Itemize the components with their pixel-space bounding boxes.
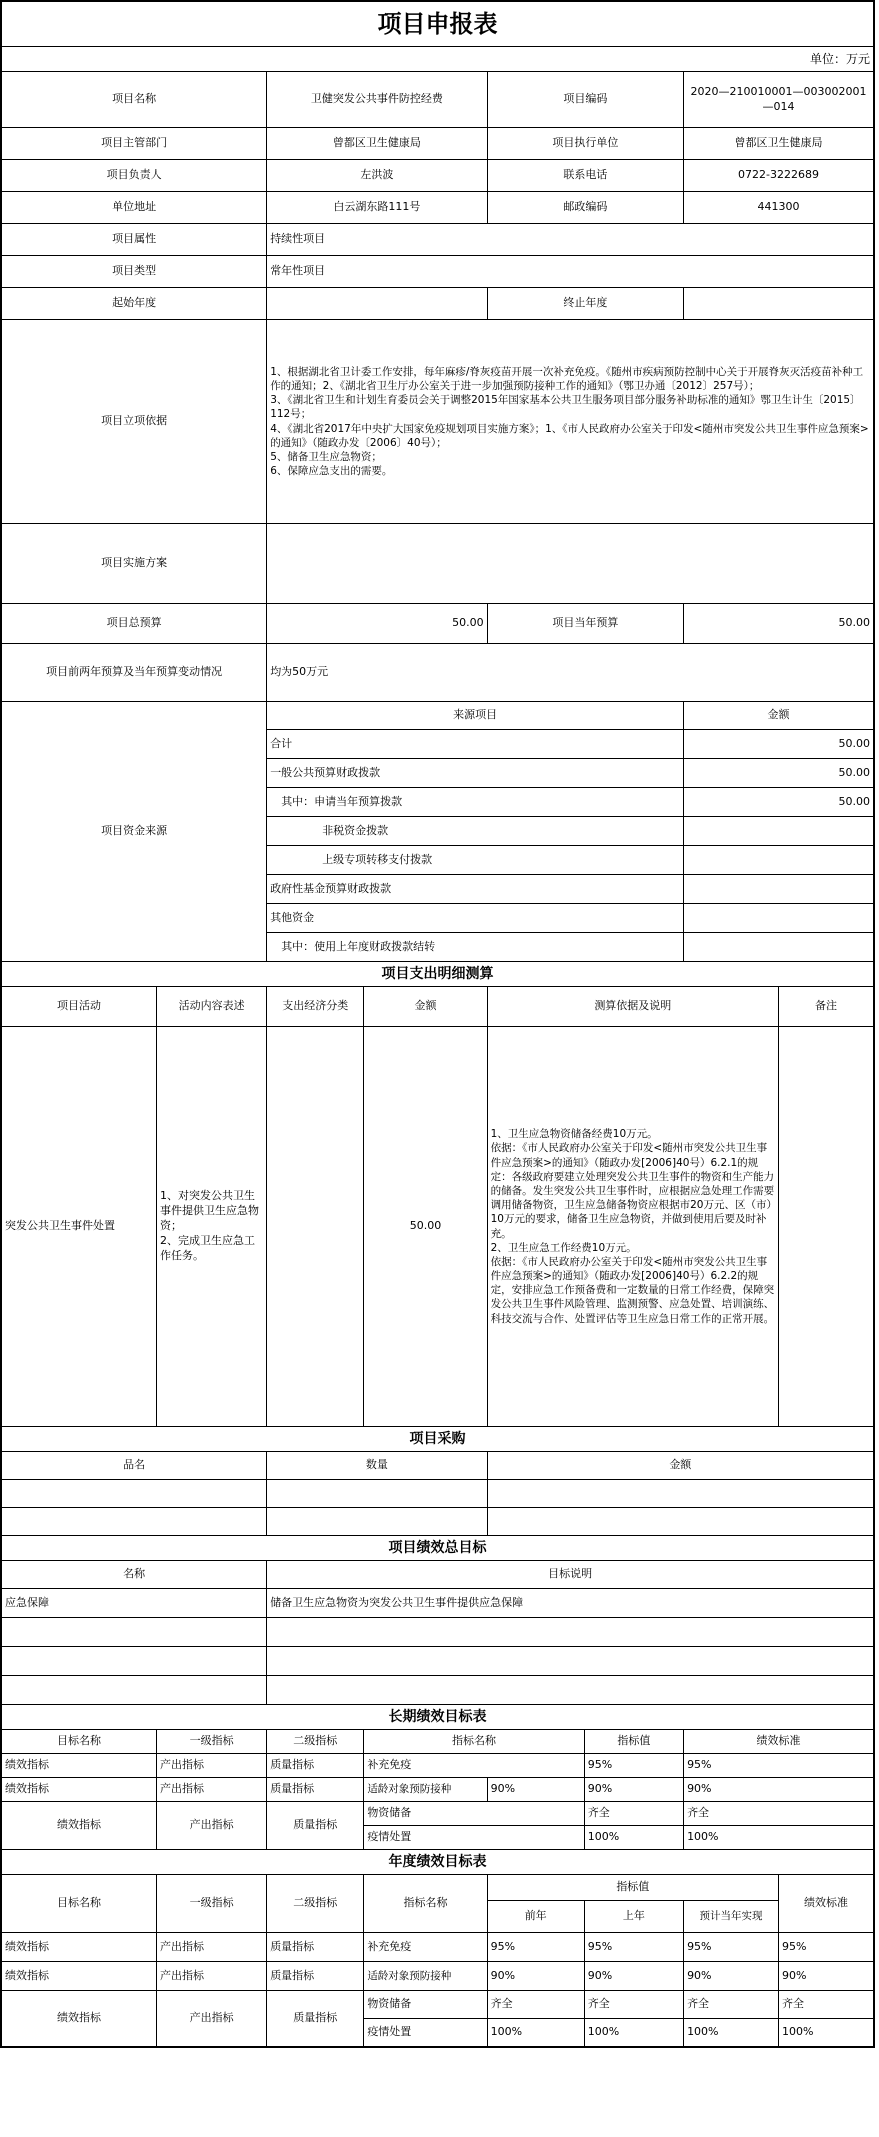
funds-amount: 50.00 [684,788,874,817]
expense-amount: 50.00 [364,1027,487,1427]
leader-label: 项目负责人 [2,160,267,192]
long-term-cell: 产出指标 [156,1754,266,1778]
annual-cell: 95% [684,1933,779,1962]
long-term-cell: 物资储备 [364,1802,584,1826]
annual-cell: 质量指标 [267,1933,364,1962]
annual-cell: 90% [487,1962,584,1991]
long-term-header: 指标名称 [364,1730,584,1754]
address-label: 单位地址 [2,192,267,224]
perf-total-row [2,1618,874,1647]
annual-cell: 适龄对象预防接种 [364,1962,487,1991]
expense-note [779,1027,874,1427]
annual-cell: 产出指标 [156,1962,266,1991]
annual-header: 目标名称 [2,1875,157,1933]
annual-cell: 100% [584,2019,683,2047]
funds-row: 非税资金拨款 [267,817,684,846]
change-value: 均为50万元 [267,644,874,702]
expense-header: 项目活动 [2,987,157,1027]
phone-value: 0722-3222689 [684,160,874,192]
attr-label: 项目属性 [2,224,267,256]
expense-activity: 突发公共卫生事件处置 [2,1027,157,1427]
exec-value: 曾都区卫生健康局 [684,128,874,160]
annual-header: 一级指标 [156,1875,266,1933]
expense-basis: 1、卫生应急物资储备经费10万元。 依据：《市人民政府办公室关于印发<随州市突发公共卫生事件应急预案>的通知》（随政办发[2006]40号）6.2.1的规定：各级政府要建立处理突发公共卫生事件的物资和生产能力的储备。发生突发公共卫生事件时，应根据应急处理工作需要调用储备物资，卫生应急储备物资应根据市20万元、区（市）10万元的要求，储备卫生应急物资，并做到使用后要及时补充。 2、卫生应急工作经费10万元。 依据：《市人民政府办公室关于印发<随州市突发公共卫生事件应急预案>的通知》（随政办发[2006]40号）6.2.2的规定，安排应急工作预备费和一定数量的日常工作经费，保障突发公共卫生事件风险管理、监测预警、应急处置、培训演练、科技交流与合作、处置评估等卫生应急日常工作的正常开展。 [487,1027,778,1427]
funds-col-amount: 金额 [684,702,874,730]
long-term-cell: 100% [684,1826,874,1850]
long-term-cell: 产出指标 [156,1778,266,1802]
annual-header: 指标名称 [364,1875,487,1933]
long-term-cell: 疫情处置 [364,1826,584,1850]
unit-label: 单位：万元 [2,47,874,72]
funds-amount [684,817,874,846]
annual-cell: 物资储备 [364,1991,487,2019]
exec-label: 项目执行单位 [487,128,683,160]
annual-cell: 绩效指标 [2,1933,157,1962]
perf-total-row [2,1676,874,1705]
perf-total-header: 名称 [2,1561,267,1589]
funds-amount: 50.00 [684,730,874,759]
annual-cell: 齐全 [684,1991,779,2019]
end-year-label: 终止年度 [487,288,683,320]
annual-cell: 质量指标 [267,1962,364,1991]
long-term-cell: 95% [584,1754,683,1778]
project-code: 2020—210010001—003002001—014 [684,72,874,128]
expense-header: 活动内容表述 [156,987,266,1027]
annual-cell: 齐全 [487,1991,584,2019]
funds-amount [684,846,874,875]
long-term-cell: 质量指标 [267,1778,364,1802]
type-label: 项目类型 [2,256,267,288]
long-term-header: 指标值 [584,1730,683,1754]
annual-cell: 95% [487,1933,584,1962]
annual-header: 二级指标 [267,1875,364,1933]
annual-cell: 90% [584,1962,683,1991]
project-name: 卫健突发公共事件防控经费 [267,72,487,128]
annual-cell: 补充免疫 [364,1933,487,1962]
address-value: 白云湖东路111号 [267,192,487,224]
dept-value: 曾都区卫生健康局 [267,128,487,160]
annual-cell: 齐全 [584,1991,683,2019]
type-value: 常年性项目 [267,256,874,288]
long-term-header: 二级指标 [267,1730,364,1754]
long-term-cell: 质量指标 [267,1802,364,1850]
end-year-value [684,288,874,320]
funds-row: 一般公共预算财政拨款 [267,759,684,788]
long-term-cell: 补充免疫 [364,1754,584,1778]
annual-section-title: 年度绩效目标表 [2,1850,874,1875]
funds-row: 其中：申请当年预算拨款 [267,788,684,817]
funds-row: 其他资金 [267,904,684,933]
annual-header: 指标值 [487,1875,778,1901]
main-table [1,1,874,2047]
long-term-header: 绩效标准 [684,1730,874,1754]
postcode-value: 441300 [684,192,874,224]
annual-cell: 齐全 [779,1991,874,2019]
plan-label: 项目实施方案 [2,524,267,604]
long-term-cell: 产出指标 [156,1802,266,1850]
project-code-label: 项目编码 [487,72,683,128]
funds-row: 政府性基金预算财政拨款 [267,875,684,904]
funds-row: 合计 [267,730,684,759]
current-budget: 50.00 [684,604,874,644]
long-term-header: 一级指标 [156,1730,266,1754]
funds-amount [684,904,874,933]
basis-text: 1、根据湖北省卫计委工作安排，每年麻疹/脊灰疫苗开展一次补充免疫。《随州市疾病预防控制中心关于开展脊灰灭活疫苗补种工作的通知；2、《湖北省卫生厅办公室关于进一步加强预防接种工作的通知》（鄂卫办通〔2012〕257号）； 3、《湖北省卫生和计划生育委员会关于调整2015年国家基本公共卫生服务项目部分服务补助标准的通知》鄂卫生计生〔2015〕112号； 4、《湖北省2017年中央扩大国家免疫规划项目实施方案》；1、《市人民政府办公室关于印发<随州市突发公共卫生事件应急预案>的通知》（随政办发〔2006〕40号）； 5、储备卫生应急物资； 6、保障应急支出的需要。 [267,320,874,524]
funds-col-source: 来源项目 [267,702,684,730]
annual-cell: 100% [684,2019,779,2047]
expense-header: 金额 [364,987,487,1027]
expense-header: 支出经济分类 [267,987,364,1027]
phone-label: 联系电话 [487,160,683,192]
change-label: 项目前两年预算及当年预算变动情况 [2,644,267,702]
funds-amount: 50.00 [684,759,874,788]
funds-row: 上级专项转移支付拨款 [267,846,684,875]
annual-cell: 产出指标 [156,1991,266,2047]
basis-label: 项目立项依据 [2,320,267,524]
annual-cell: 绩效指标 [2,1962,157,1991]
project-name-label: 项目名称 [2,72,267,128]
procure-header: 数量 [267,1452,487,1480]
current-budget-label: 项目当年预算 [487,604,683,644]
total-budget: 50.00 [267,604,487,644]
perf-total-section-title: 项目绩效总目标 [2,1536,874,1561]
expense-content: 1、对突发公共卫生事件提供卫生应急物资； 2、完成卫生应急工作任务。 [156,1027,266,1427]
expense-header: 测算依据及说明 [487,987,778,1027]
annual-cell: 质量指标 [267,1991,364,2047]
attr-value: 持续性项目 [267,224,874,256]
dept-label: 项目主管部门 [2,128,267,160]
annual-cell: 产出指标 [156,1933,266,1962]
annual-cell: 90% [779,1962,874,1991]
leader-value: 左洪波 [267,160,487,192]
funds-amount [684,933,874,962]
long-term-cell: 90% [487,1778,584,1802]
expense-category [267,1027,364,1427]
expense-section-title: 项目支出明细测算 [2,962,874,987]
perf-total-row [2,1647,874,1676]
long-term-cell: 90% [584,1778,683,1802]
funds-row: 其中：使用上年度财政拨款结转 [267,933,684,962]
annual-cell: 绩效指标 [2,1991,157,2047]
perf-total-header: 目标说明 [267,1561,874,1589]
annual-subheader: 前年 [487,1901,584,1933]
long-term-cell: 100% [584,1826,683,1850]
start-year-label: 起始年度 [2,288,267,320]
postcode-label: 邮政编码 [487,192,683,224]
annual-cell: 95% [779,1933,874,1962]
procure-section-title: 项目采购 [2,1427,874,1452]
procure-header: 金额 [487,1452,873,1480]
procure-row [2,1508,874,1536]
total-budget-label: 项目总预算 [2,604,267,644]
start-year-value [267,288,487,320]
procure-row [2,1480,874,1508]
long-term-cell: 绩效指标 [2,1754,157,1778]
long-term-cell: 绩效指标 [2,1778,157,1802]
long-term-header: 目标名称 [2,1730,157,1754]
funds-label: 项目资金来源 [2,702,267,962]
annual-cell: 100% [487,2019,584,2047]
annual-header: 绩效标准 [779,1875,874,1933]
annual-subheader: 上年 [584,1901,683,1933]
plan-value [267,524,874,604]
annual-subheader: 预计当年实现 [684,1901,779,1933]
perf-total-desc: 储备卫生应急物资为突发公共卫生事件提供应急保障 [267,1589,874,1618]
form-title: 项目申报表 [2,2,874,47]
long-term-cell: 适龄对象预防接种 [364,1778,487,1802]
annual-cell: 90% [684,1962,779,1991]
annual-cell: 疫情处置 [364,2019,487,2047]
long-term-cell: 齐全 [684,1802,874,1826]
annual-cell: 95% [584,1933,683,1962]
long-term-cell: 绩效指标 [2,1802,157,1850]
annual-cell: 100% [779,2019,874,2047]
long-term-cell: 质量指标 [267,1754,364,1778]
perf-total-name: 应急保障 [2,1589,267,1618]
long-term-cell: 齐全 [584,1802,683,1826]
funds-amount [684,875,874,904]
expense-header: 备注 [779,987,874,1027]
procure-header: 品名 [2,1452,267,1480]
long-term-section-title: 长期绩效目标表 [2,1705,874,1730]
long-term-cell: 90% [684,1778,874,1802]
long-term-cell: 95% [684,1754,874,1778]
